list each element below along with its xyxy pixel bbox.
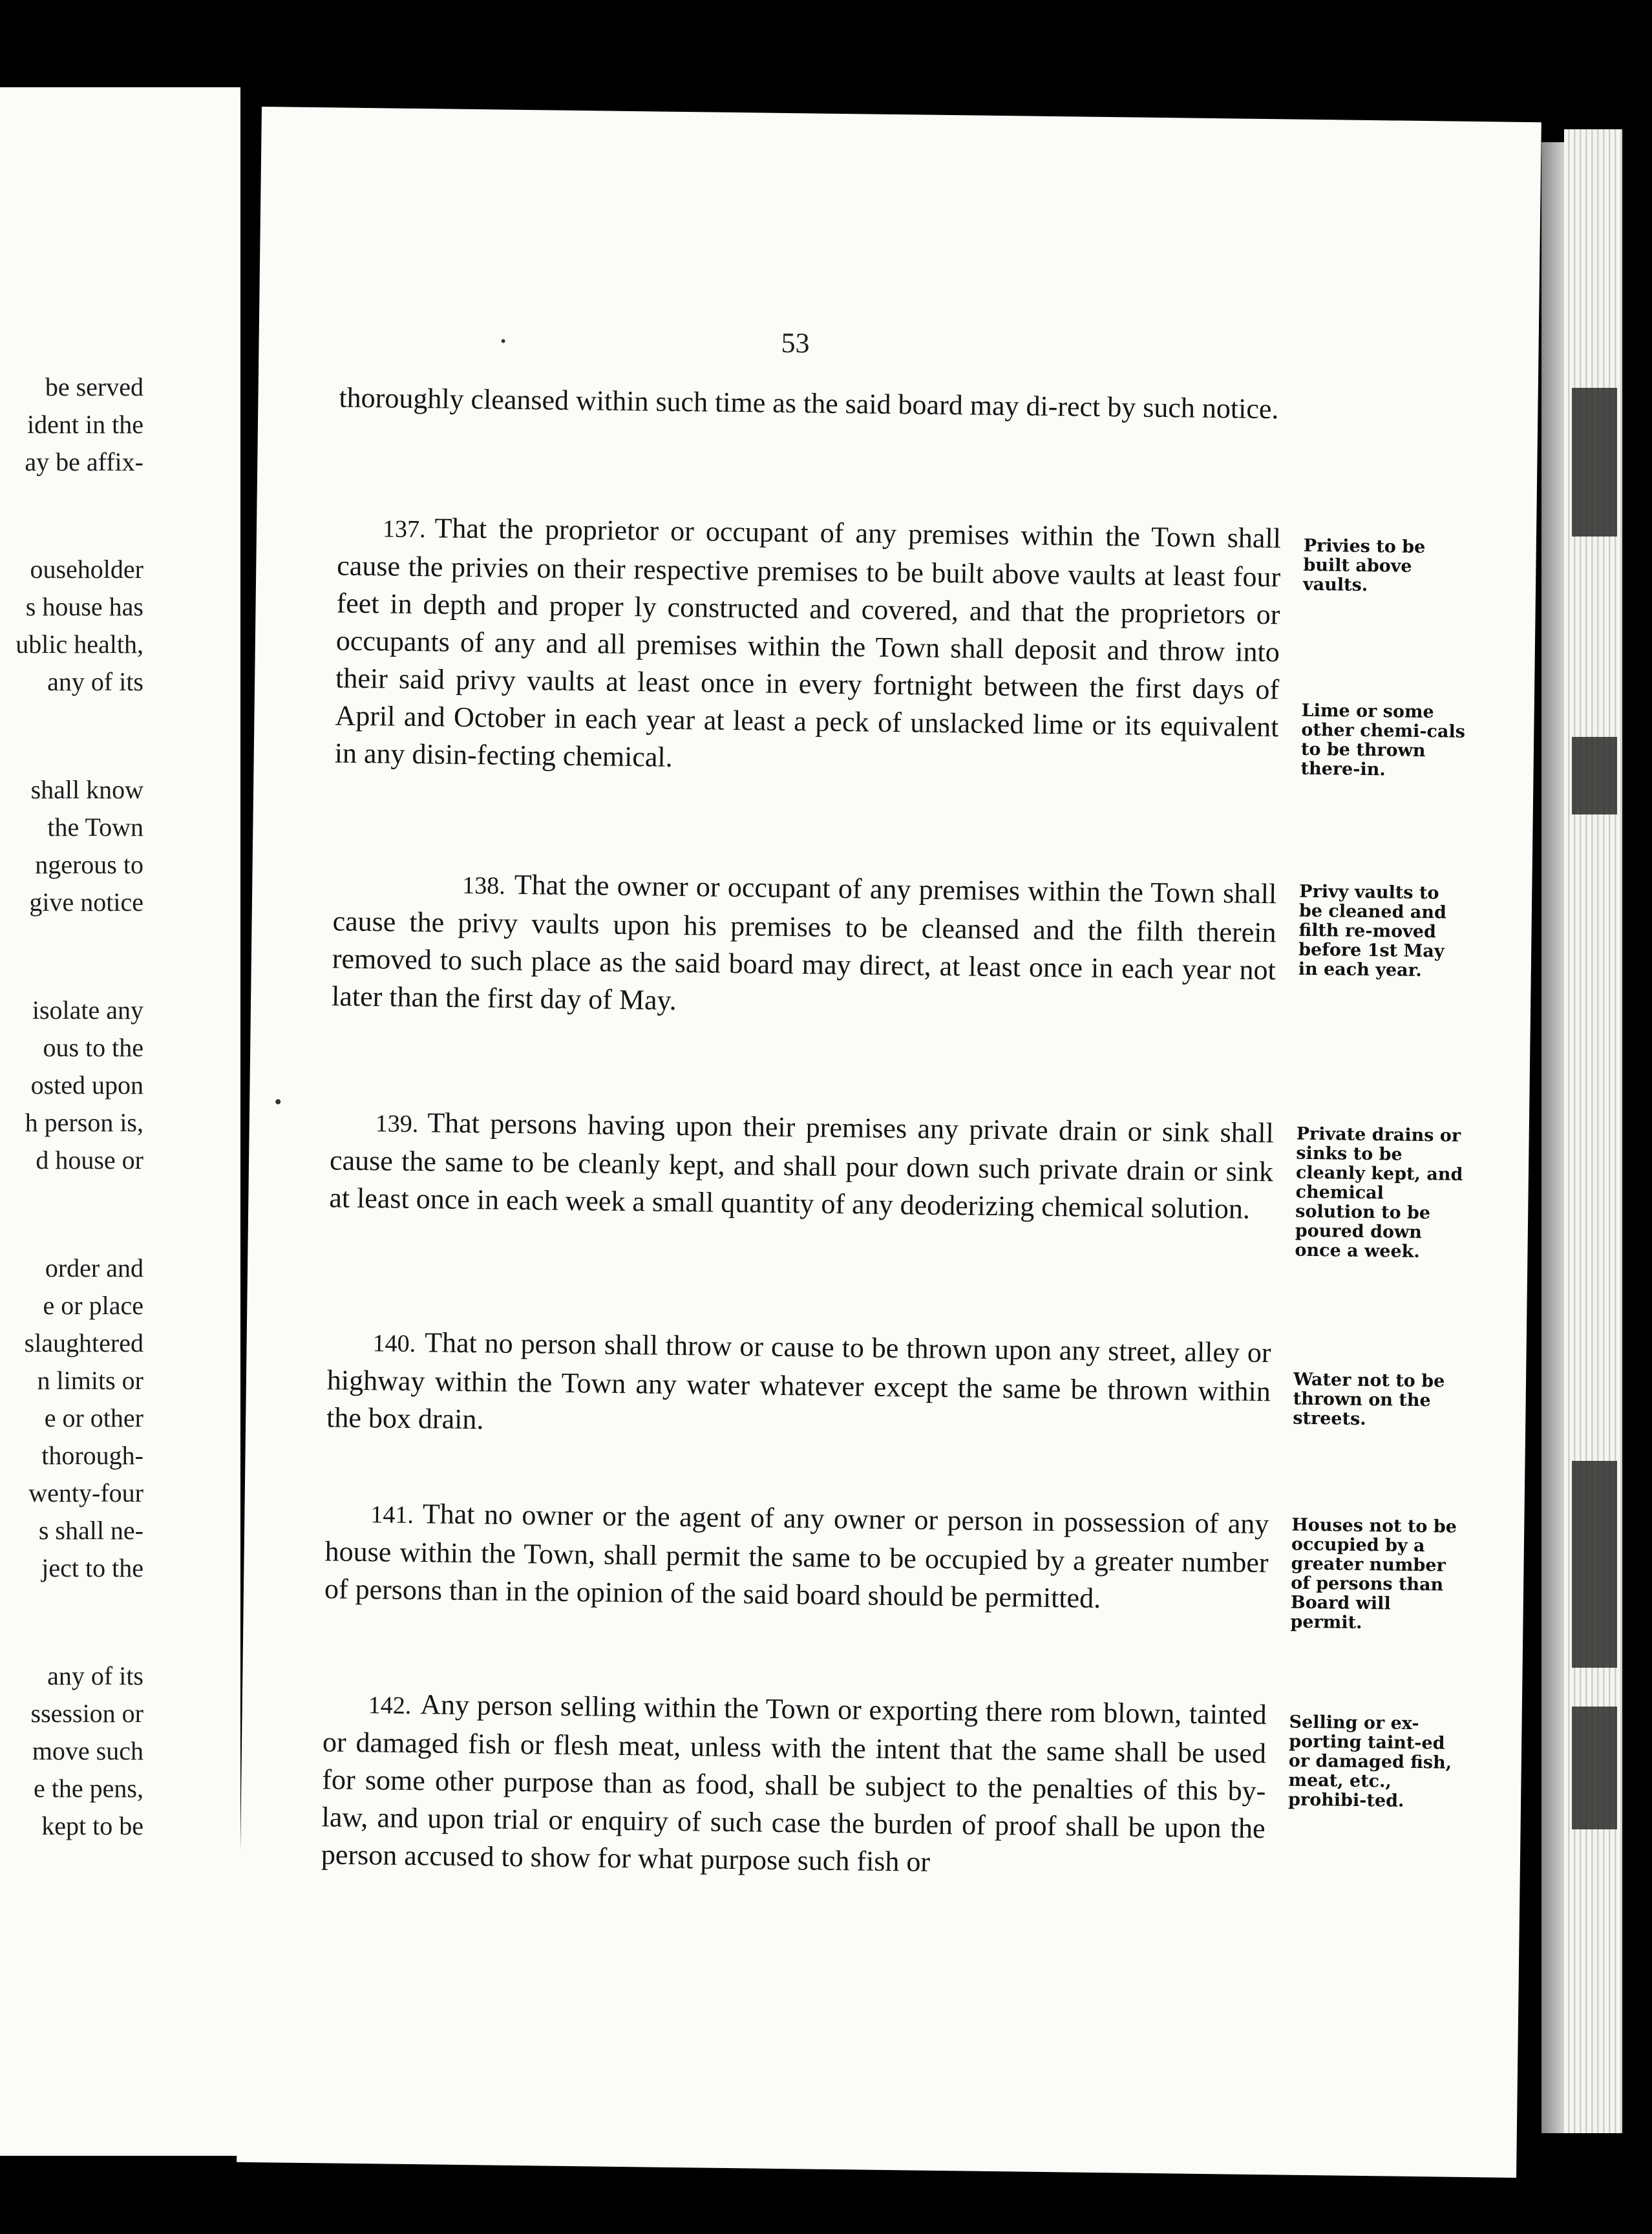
left-page-line: shall know <box>30 775 143 804</box>
spine-ink-mark <box>1572 1461 1617 1668</box>
left-page-line: n limits or <box>37 1366 143 1395</box>
section-140 <box>326 1323 1271 1448</box>
section-number: 141. <box>370 1501 414 1529</box>
section-137 <box>334 508 1281 783</box>
continuation-paragraph: thoroughly cleansed within such time as the said board may di-rect by such notice. <box>339 381 1279 425</box>
left-page-line: wenty-four <box>28 1478 143 1507</box>
speck <box>502 339 505 343</box>
section-138 <box>332 864 1277 1027</box>
section-text: That the owner or occupant of any premises within the Town shall cause the privy vaults upon his premises to be cleansed and the filth therein removed to such place as the said board may direct, at least once in each year not later than the first day of May. <box>331 868 1277 1016</box>
marginal-note: Selling or ex-porting taint-ed or damaged fish, meat, etc., prohibi-ted. <box>1287 1712 1452 1811</box>
left-page-line: ject to the <box>41 1553 143 1582</box>
left-page-line: s shall ne- <box>38 1516 143 1545</box>
section-text: That no person shall throw or cause to be thrown upon any street, alley or highway within the Town any water whatever except the same be thrown within the box drain. <box>326 1326 1271 1436</box>
left-page-line: e the pens, <box>34 1774 143 1803</box>
section-number: 138. <box>462 871 506 900</box>
marginal-note: Private drains or sinks to be cleanly kept, and chemical solution to be poured down once a week. <box>1295 1123 1463 1262</box>
section-142 <box>321 1685 1267 1885</box>
section-number: 142. <box>368 1692 412 1720</box>
section-text: That no owner or the agent of any owner or person in possession of any house within the Town, shall permit the same to be occupied by a greater number of persons than in the opinion of the said board should be permitted. <box>324 1498 1269 1615</box>
marginal-note: Lime or some other chemi-cals to be thrown there-in. <box>1300 700 1466 780</box>
left-page-line: ouseholder <box>30 555 143 584</box>
left-page-line: ous to the <box>43 1033 143 1062</box>
left-page-line: osted upon <box>30 1070 143 1100</box>
left-page-line: isolate any <box>32 995 143 1025</box>
section-number: 137. <box>382 515 426 544</box>
left-page-line: ssession or <box>30 1699 143 1728</box>
left-page-line: ident in the <box>27 410 143 439</box>
left-page-line: be served <box>45 372 143 401</box>
left-page-line: thorough- <box>41 1441 143 1470</box>
left-page-line: the Town <box>47 813 143 842</box>
section-139 <box>329 1103 1274 1228</box>
marginal-note: Water not to be thrown on the streets. <box>1293 1369 1445 1430</box>
left-page-line: any of its <box>47 1661 143 1690</box>
left-page-line: kept to be <box>41 1811 143 1840</box>
left-page-line: d house or <box>36 1145 143 1175</box>
left-page-line: ublic health, <box>16 630 143 659</box>
left-page-line: e or place <box>43 1291 143 1320</box>
spine-ink-mark <box>1572 1707 1617 1829</box>
spine-ink-mark <box>1572 388 1617 537</box>
left-page-line: h person is, <box>25 1108 143 1137</box>
section-text: That persons having upon their premises any private drain or sink shall cause the same to be cleanly kept, and shall pour down such private drain or sink at least once in each week a small quantity of any deoderizing chemical solution. <box>329 1107 1275 1225</box>
section-141 <box>324 1494 1269 1619</box>
spine-ink-mark <box>1572 737 1617 814</box>
page-edge-shadow <box>1541 142 1567 2133</box>
section-number: 140. <box>372 1330 416 1358</box>
page-number: 53 <box>781 326 810 359</box>
left-page-line: any of its <box>47 667 143 696</box>
main-page <box>237 107 1541 2178</box>
section-number: 139. <box>375 1110 419 1138</box>
speck <box>275 1099 281 1104</box>
section-text: Any person selling within the Town or exporting there rom blown, tainted or damaged fish or flesh meat, unless with the intent that the same shall be used for some other purpose than as food, shall be subject to the penalties of this by-law, and upon trial or enquiry of such case the burden of proof shall be upon the person accused to show for what purpose such fish or <box>321 1688 1267 1878</box>
left-page-line: move such <box>32 1736 143 1765</box>
left-page-line: give notice <box>29 888 143 917</box>
left-page-line: ay be affix- <box>25 447 143 476</box>
left-page-line: slaughtered <box>24 1328 143 1357</box>
left-page-line: ngerous to <box>35 850 143 879</box>
marginal-note: Houses not to be occupied by a greater number of persons than Board will permit. <box>1290 1515 1457 1633</box>
left-page-line: e or other <box>44 1403 143 1432</box>
left-facing-page <box>0 87 240 2156</box>
left-page-line: s house has <box>25 592 143 621</box>
marginal-note: Privy vaults to be cleaned and filth re-moved before 1st May in each year. <box>1298 881 1447 981</box>
marginal-note: Privies to be built above vaults. <box>1302 535 1426 595</box>
left-page-line: order and <box>45 1253 143 1282</box>
section-text: That the proprietor or occupant of any premises within the Town shall cause the privies on their respective premises to be built above vaults at least four feet in depth and proper ly constructed and covered, and that the proprietors or occupants of any and all premises within the Town shall deposit and throw into their said privy vaults at least once in every fortnight between the first days of April and October in each year at least a peck of unslacked lime or its equivalent in any disin-fecting chemical. <box>334 512 1282 773</box>
